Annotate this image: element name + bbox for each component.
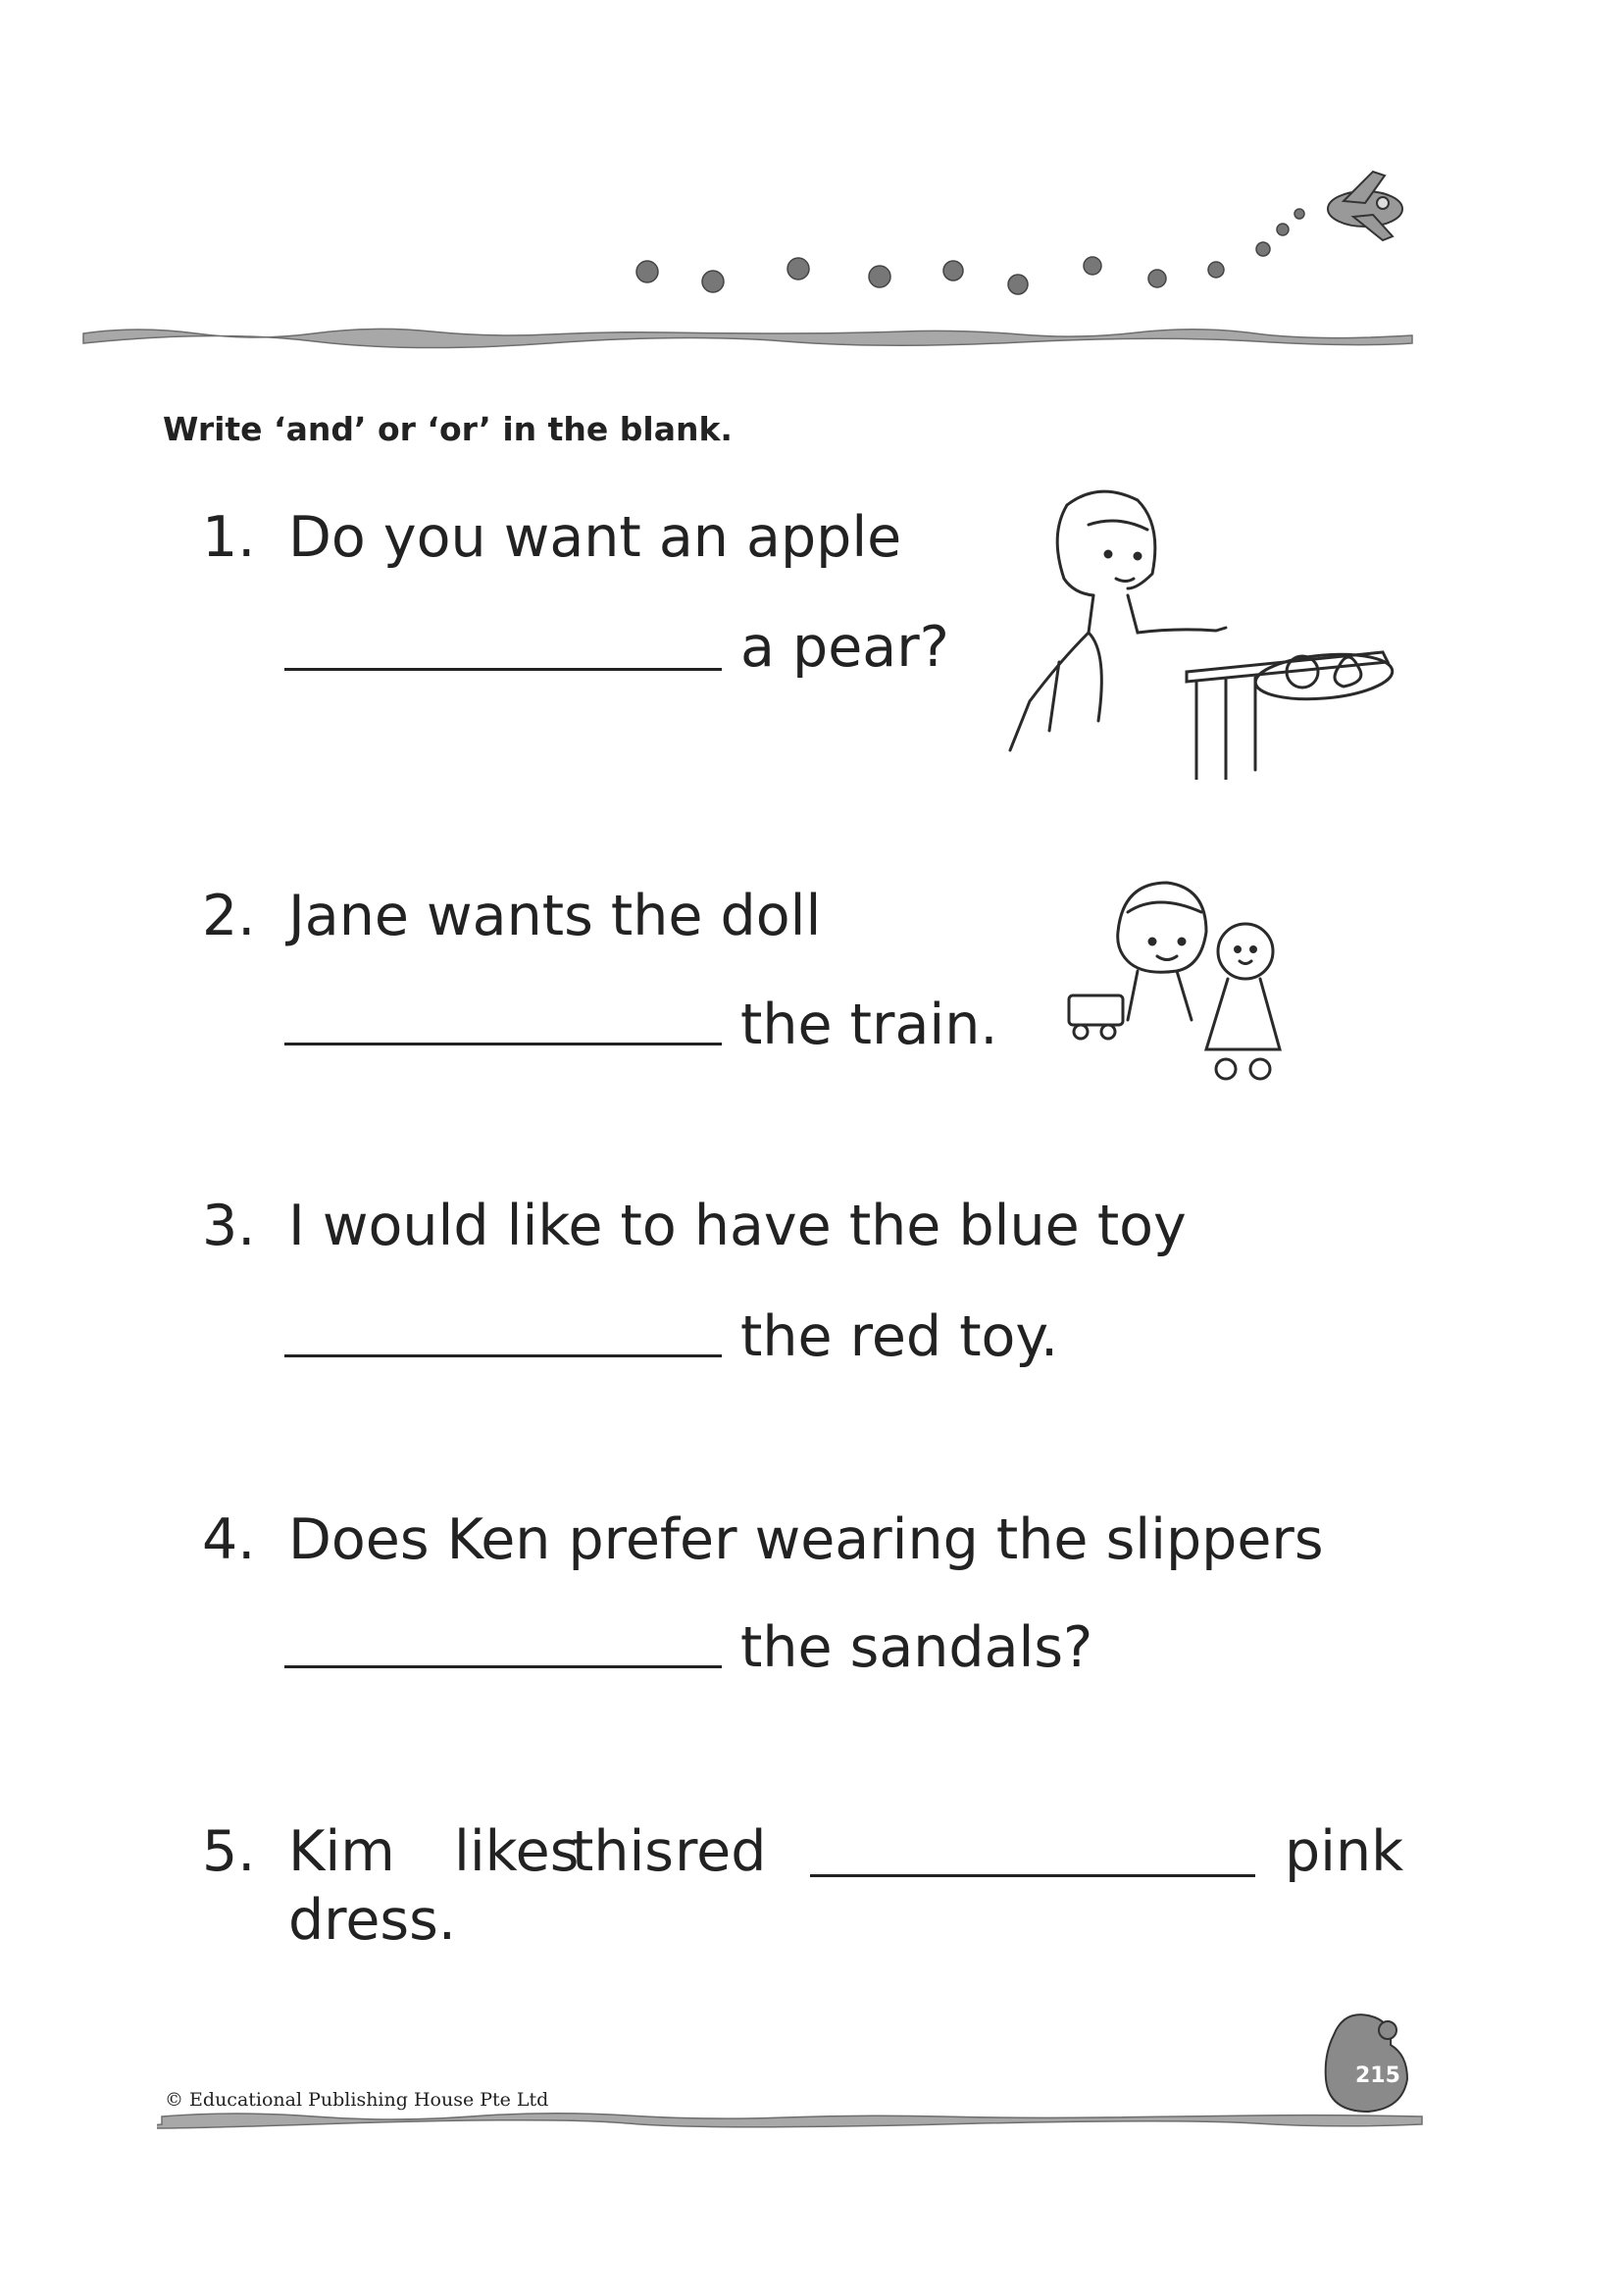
question-text: Does Ken prefer wearing the slippers bbox=[288, 1507, 1324, 1572]
answer-blank-5[interactable] bbox=[810, 1874, 1255, 1877]
question-2 bbox=[202, 884, 822, 948]
mascot-icon bbox=[1314, 2006, 1422, 2118]
answer-blank-2[interactable] bbox=[284, 1043, 722, 1045]
question-number: 4. bbox=[202, 1507, 256, 1572]
question-4-continuation: the sandals? bbox=[740, 1615, 1093, 1680]
footer-border bbox=[157, 2107, 1432, 2132]
answer-blank-3[interactable] bbox=[284, 1354, 722, 1357]
question-text: Do you want an apple bbox=[288, 505, 902, 570]
answer-blank-1[interactable] bbox=[284, 668, 722, 671]
question-5-word: red bbox=[675, 1819, 767, 1884]
question-5-word: likes bbox=[454, 1819, 580, 1884]
question-1-continuation: a pear? bbox=[740, 615, 949, 680]
question-5-continuation: dress. bbox=[288, 1888, 456, 1953]
question-5-word: Kim bbox=[288, 1819, 395, 1884]
question-5-word: pink bbox=[1285, 1819, 1404, 1884]
question-5-word: this bbox=[572, 1819, 675, 1884]
header-border bbox=[78, 322, 1422, 351]
question-3 bbox=[202, 1194, 1187, 1258]
girl-with-doll-and-train-icon bbox=[1059, 873, 1314, 1089]
question-4 bbox=[202, 1507, 1324, 1572]
airplane-icon bbox=[1304, 162, 1422, 250]
question-3-continuation: the red toy. bbox=[740, 1304, 1059, 1369]
copyright-text: © Educational Publishing House Pte Ltd bbox=[165, 2089, 549, 2111]
question-text: Jane wants the doll bbox=[288, 884, 822, 948]
question-number: 3. bbox=[202, 1194, 256, 1258]
question-number: 2. bbox=[202, 884, 256, 948]
question-number: 1. bbox=[202, 505, 256, 570]
page-number: 215 bbox=[1355, 2064, 1400, 2088]
question-1 bbox=[202, 505, 902, 570]
instruction: Write ‘and’ or ‘or’ in the blank. bbox=[163, 410, 733, 448]
answer-blank-4[interactable] bbox=[284, 1665, 722, 1668]
woman-pointing-at-fruit-icon bbox=[990, 485, 1402, 780]
question-text: I would like to have the blue toy bbox=[288, 1194, 1187, 1258]
question-5-number: 5. bbox=[202, 1819, 256, 1884]
question-2-continuation: the train. bbox=[740, 993, 998, 1057]
